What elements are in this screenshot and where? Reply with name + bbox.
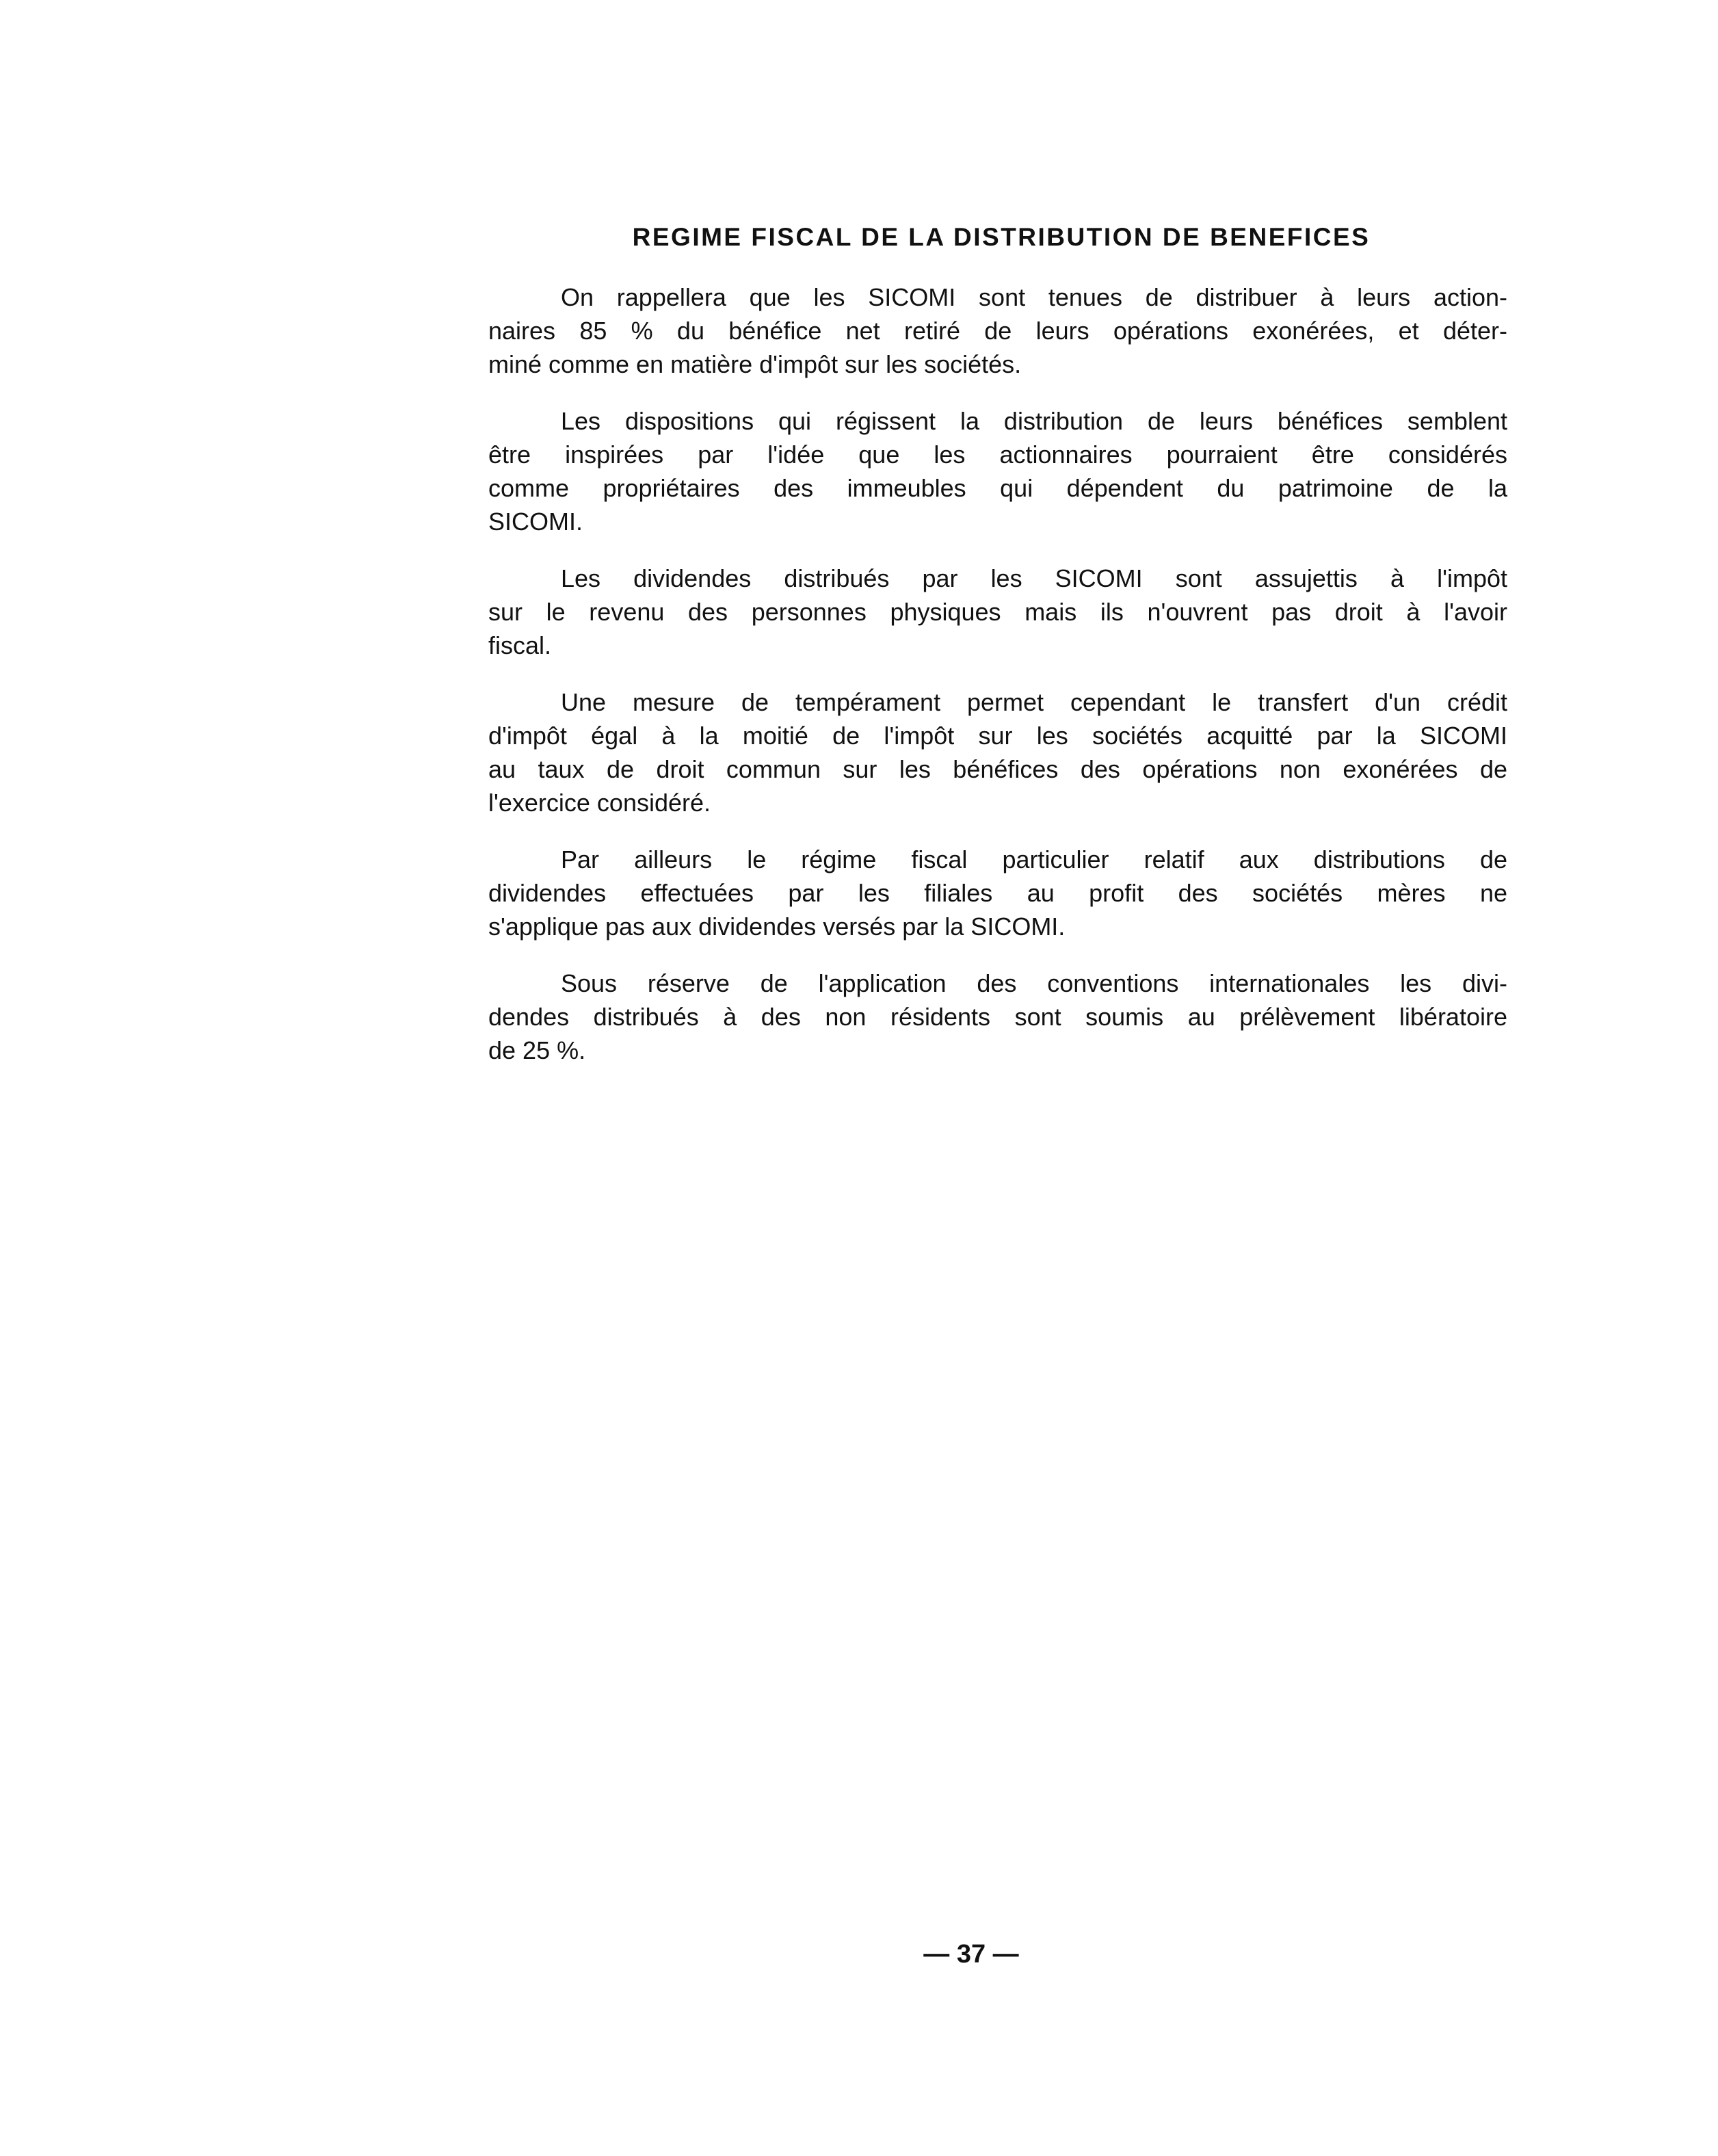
text-line: Une mesure de tempérament permet cependant le transfert d'un crédit xyxy=(561,688,1507,716)
paragraph xyxy=(488,967,1507,1067)
text-line: de 25 %. xyxy=(488,1036,586,1064)
page-number: — 37 — xyxy=(923,1940,1019,1969)
paragraph xyxy=(488,280,1507,381)
text-line: Les dividendes distribués par les SICOMI sont assujettis à l'impôt xyxy=(561,564,1507,592)
text-line: miné comme en matière d'impôt sur les sociétés. xyxy=(488,350,1022,378)
text-line: dividendes effectuées par les filiales au profit des sociétés mères ne xyxy=(488,879,1507,907)
text-line: On rappellera que les SICOMI sont tenues de distribuer à leurs action- xyxy=(561,283,1507,311)
text-line: Les dispositions qui régissent la distribution de leurs bénéfices semblent xyxy=(561,407,1507,435)
text-line: Sous réserve de l'application des conventions internationales les divi- xyxy=(561,969,1507,997)
text-line: fiscal. xyxy=(488,631,552,659)
text-line: au taux de droit commun sur les bénéfices des opérations non exonérées de xyxy=(488,755,1507,783)
paragraph xyxy=(488,562,1507,662)
body-text xyxy=(488,280,1507,1090)
text-line: dendes distribués à des non résidents sont soumis au prélèvement libératoire xyxy=(488,1003,1507,1031)
text-line: être inspirées par l'idée que les actionnaires pourraient être considérés xyxy=(488,441,1507,469)
paragraph xyxy=(488,404,1507,538)
text-line: l'exercice considéré. xyxy=(488,789,711,817)
text-line: Par ailleurs le régime fiscal particulier relatif aux distributions de xyxy=(561,845,1507,873)
paragraph xyxy=(488,685,1507,819)
text-line: comme propriétaires des immeubles qui dépendent du patrimoine de la xyxy=(488,474,1507,502)
text-line: d'impôt égal à la moitié de l'impôt sur les sociétés acquitté par la SICOMI xyxy=(488,722,1507,750)
section-title: REGIME FISCAL DE LA DISTRIBUTION DE BENEFICES xyxy=(632,223,1371,251)
text-line: sur le revenu des personnes physiques mais ils n'ouvrent pas droit à l'avoir xyxy=(488,598,1507,626)
text-line: naires 85 % du bénéfice net retiré de leurs opérations exonérées, et déter- xyxy=(488,317,1507,345)
paragraph xyxy=(488,843,1507,943)
text-line: SICOMI. xyxy=(488,508,583,536)
text-line: s'applique pas aux dividendes versés par la SICOMI. xyxy=(488,912,1066,941)
